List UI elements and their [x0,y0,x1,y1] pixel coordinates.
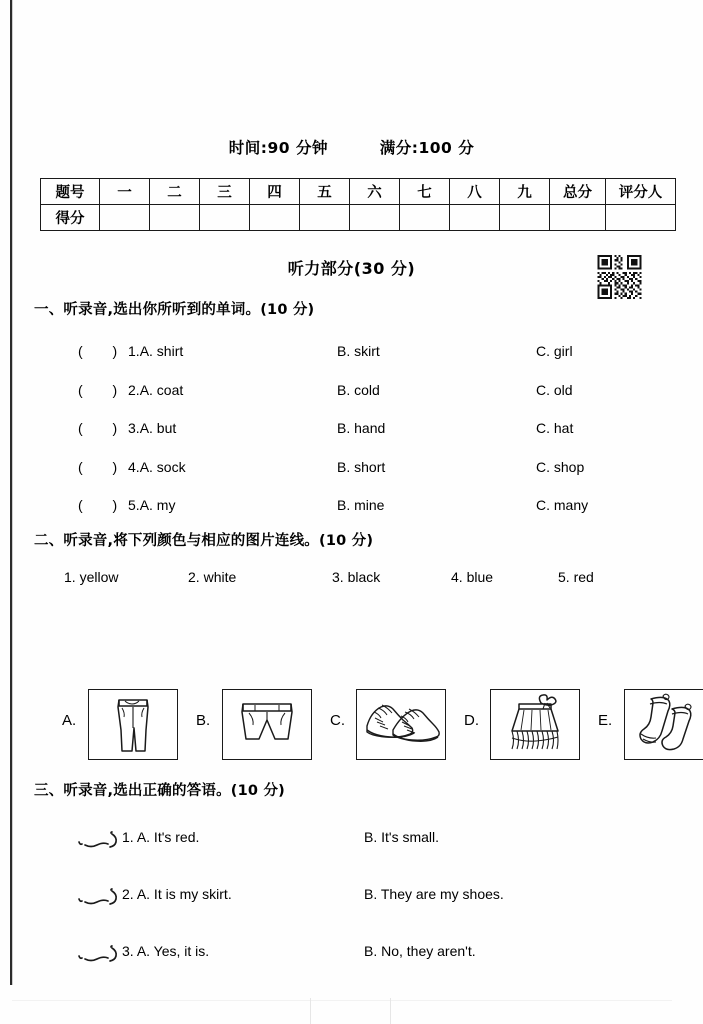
score-cell-3[interactable] [200,205,250,231]
row-label-question-no: 题号 [41,179,100,205]
item-text: white [203,569,237,585]
question-row-1-2 [0,382,703,404]
score-cell-6[interactable] [350,205,400,231]
question-row-1-4 [0,459,703,481]
item-number: 5. [558,569,570,585]
option-a-text: A. but [139,420,177,436]
bottom-table-line-1 [310,998,311,1024]
col-header-5: 五 [300,179,350,205]
color-word-blue[interactable] [451,569,493,585]
answer-parentheses[interactable]: ( ) [78,343,131,359]
color-word-red[interactable] [558,569,594,585]
col-header-2: 二 [150,179,200,205]
color-word-yellow[interactable] [64,569,118,585]
option-a[interactable] [122,829,199,845]
option-a[interactable] [128,459,186,475]
exam-time: 时间:90 分钟 [228,139,328,157]
picture-box-skirt[interactable] [490,689,580,760]
answer-parentheses-faded[interactable] [76,888,122,908]
score-table [40,178,676,231]
question-number: 5. [128,497,140,513]
picture-box-pants[interactable] [88,689,178,760]
option-a[interactable] [128,497,175,513]
option-c[interactable]: C. old [536,382,573,398]
answer-parentheses-faded[interactable] [76,831,122,851]
exercise-2-heading: 二、听录音,将下列颜色与相应的图片连线。(10 分) [34,533,374,549]
option-b[interactable]: B. cold [337,382,380,398]
answer-parentheses[interactable]: ( ) [78,420,131,436]
col-header-1: 一 [100,179,150,205]
col-header-4: 四 [250,179,300,205]
option-a[interactable] [128,382,183,398]
option-b[interactable]: B. mine [337,497,385,513]
picture-label-c: C. [330,712,345,729]
option-a-text: A. Yes, it is. [136,943,210,959]
answer-row-3-1 [0,829,703,853]
item-number: 4. [451,569,463,585]
color-word-row [0,569,703,591]
score-cell-1[interactable] [100,205,150,231]
option-a-text: A. sock [139,459,186,475]
option-b[interactable]: B. skirt [337,343,380,359]
exercise-3-heading: 三、听录音,选出正确的答语。(10 分) [34,783,285,799]
table-row-scores [41,205,676,231]
exercise-1-heading: 一、听录音,选出你所听到的单词。(10 分) [34,302,315,318]
table-row-question-numbers [41,179,676,205]
col-header-total: 总分 [550,179,606,205]
question-row-1-5 [0,497,703,519]
question-row-1-3 [0,420,703,442]
picture-box-socks[interactable] [624,689,703,760]
col-header-3: 三 [200,179,250,205]
option-b[interactable]: B. It's small. [364,829,440,845]
row-label-score: 得分 [41,205,100,231]
option-a-text: A. my [139,497,176,513]
col-header-grader: 评分人 [606,179,676,205]
answer-parentheses[interactable]: ( ) [78,382,131,398]
option-a-text: A. It is my skirt. [136,886,232,902]
picture-label-e: E. [598,712,613,729]
exam-meta [0,136,703,158]
bottom-table-line-2 [390,998,391,1024]
option-c[interactable]: C. many [536,497,589,513]
question-number: 1. [122,829,134,845]
option-b[interactable]: B. short [337,459,386,475]
bottom-rule [12,1000,672,1001]
option-b[interactable]: B. They are my shoes. [364,886,504,902]
item-text: blue [466,569,494,585]
part-title: 听力部分(30 分) [287,259,416,278]
question-number: 1. [128,343,140,359]
col-header-8: 八 [450,179,500,205]
picture-strip [0,686,703,762]
score-cell-8[interactable] [450,205,500,231]
answer-row-3-2 [0,886,703,910]
option-c[interactable]: C. hat [536,420,574,436]
question-number: 4. [128,459,140,475]
item-text: black [347,569,381,585]
answer-parentheses-faded[interactable] [76,945,122,965]
question-number: 2. [122,886,134,902]
exam-total-score: 满分:100 分 [379,139,475,157]
score-cell-total[interactable] [550,205,606,231]
option-b[interactable]: B. No, they aren't. [364,943,476,959]
item-text: red [573,569,594,585]
item-number: 3. [332,569,344,585]
option-b[interactable]: B. hand [337,420,386,436]
item-number: 1. [64,569,76,585]
score-cell-7[interactable] [400,205,450,231]
option-a-text: A. shirt [139,343,184,359]
option-a[interactable] [122,886,232,902]
color-word-white[interactable] [188,569,236,585]
col-header-7: 七 [400,179,450,205]
option-a[interactable] [122,943,209,959]
option-a[interactable] [128,343,183,359]
score-cell-2[interactable] [150,205,200,231]
option-a-text: A. It's red. [136,829,200,845]
picture-label-b: B. [196,712,211,729]
col-header-6: 六 [350,179,400,205]
score-cell-9[interactable] [500,205,550,231]
option-c[interactable]: C. shop [536,459,585,475]
color-word-black[interactable] [332,569,380,585]
picture-box-shoes[interactable] [356,689,446,760]
score-cell-grader[interactable] [606,205,676,231]
score-cell-5[interactable] [300,205,350,231]
option-c[interactable]: C. girl [536,343,573,359]
question-number: 3. [128,420,140,436]
item-number: 2. [188,569,200,585]
col-header-9: 九 [500,179,550,205]
answer-row-3-3 [0,943,703,967]
picture-label-a: A. [62,712,77,729]
picture-box-shorts[interactable] [222,689,312,760]
question-number: 3. [122,943,134,959]
item-text: yellow [79,569,119,585]
qr-code[interactable] [596,255,643,299]
option-a-text: A. coat [139,382,184,398]
answer-parentheses[interactable]: ( ) [78,459,131,475]
question-number: 2. [128,382,140,398]
question-row-1-1 [0,343,703,365]
score-cell-4[interactable] [250,205,300,231]
answer-parentheses[interactable]: ( ) [78,497,131,513]
option-a[interactable] [128,420,176,436]
picture-label-d: D. [464,712,479,729]
